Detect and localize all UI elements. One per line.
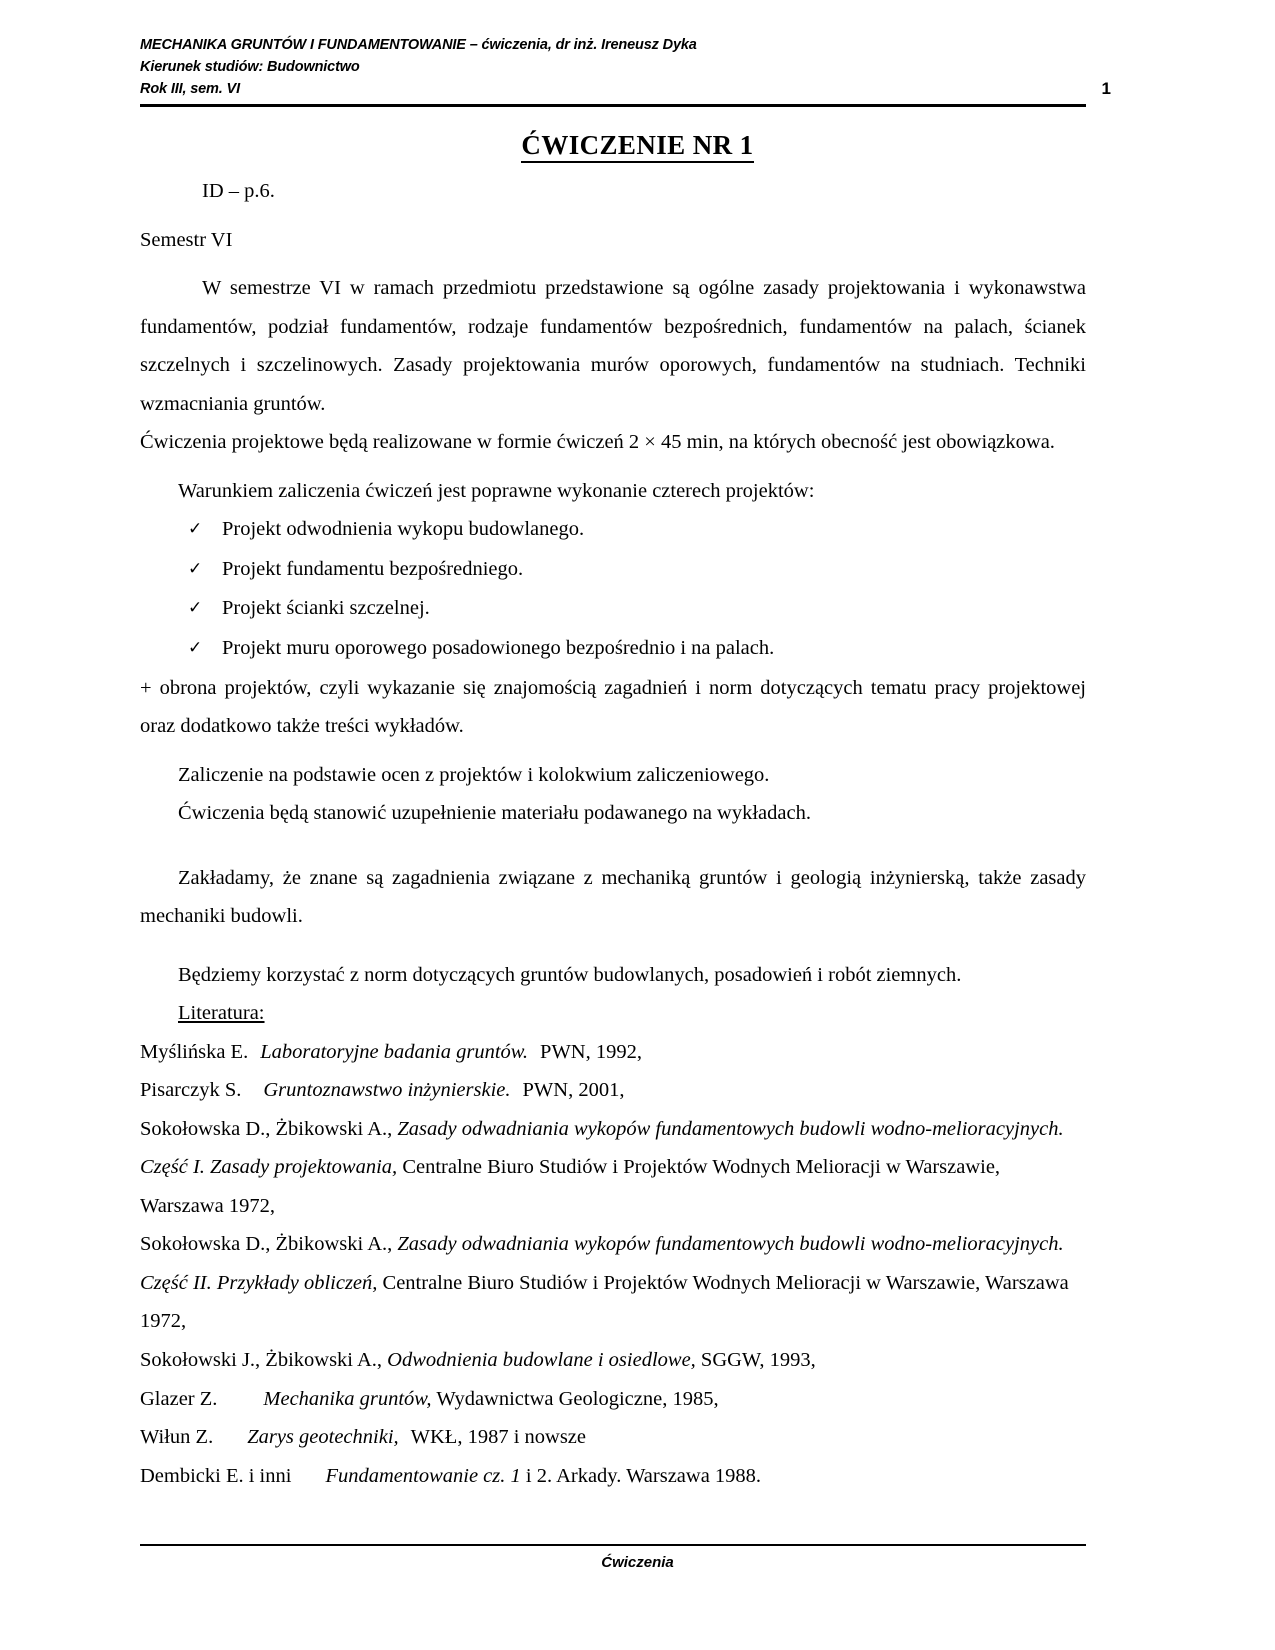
literature-rest: PWN, 1992,: [540, 1040, 642, 1063]
literature-title: Laboratoryjne badania gruntów.: [260, 1040, 529, 1063]
spacer: [140, 746, 1086, 756]
literature-entry: [140, 1457, 1086, 1496]
literature-title: Zasady odwadniania wykopów fundamentowych budowli wodno-melioracyjnych. Część II. Przykłady obliczeń,: [140, 1233, 1064, 1294]
literature-title: Zasady odwadniania wykopów fundamentowych budowli wodno-melioracyjnych. Część I. Zasady projektowania,: [140, 1117, 1064, 1179]
header-row: [140, 34, 1115, 100]
paragraph-form: Ćwiczenia projektowe będą realizowane w formie ćwiczeń 2 × 45 min, na których obecność jest obowiązkowa.: [140, 431, 1055, 454]
paragraph-grading: Zaliczenie na podstawie ocen z projektów i kolokwium zaliczeniowego.: [178, 763, 770, 786]
list-item: [140, 510, 1086, 550]
literature-title: Mechanika gruntów,: [263, 1387, 432, 1410]
page-number: 1: [1101, 79, 1111, 99]
paragraph-semester: Semestr VI: [140, 228, 233, 251]
literature-rest: PWN, 2001,: [522, 1079, 625, 1102]
projects-list: [140, 510, 1086, 668]
literature-rest: i 2. Arkady. Warszawa 1988.: [525, 1464, 762, 1487]
literature-heading: [140, 994, 1086, 1033]
spacer: [140, 211, 1086, 221]
literature-entry: [140, 1341, 1086, 1380]
literature-heading-text: Literatura:: [178, 1002, 265, 1025]
spacer: [140, 833, 1086, 859]
literature-entry: [140, 1071, 1086, 1110]
check-icon: ✓: [188, 637, 203, 658]
page-header: [140, 34, 1115, 100]
page-title: [0, 130, 1275, 161]
paragraph-defence: + obrona projektów, czyli wykazanie się znajomością zagadnień i norm dotyczących tematu pracy projektowej oraz dodatkowo także treści wykładów.: [140, 676, 1086, 738]
spacer: [140, 462, 1086, 472]
literature-rest: SGGW, 1993,: [700, 1349, 816, 1371]
spacer: [140, 936, 1086, 956]
paragraph-condition: Warunkiem zaliczenia ćwiczeń jest poprawne wykonanie czterech projektów:: [178, 479, 815, 502]
literature-title: Gruntoznawstwo inżynierskie.: [263, 1079, 511, 1102]
spacer: [140, 259, 1086, 269]
literature-rest: Centralne Biuro Studiów i Projektów Wodnych Melioracji w Warszawie, Warszawa 1972,: [140, 1271, 1069, 1333]
literature-entry: [140, 1033, 1086, 1072]
paragraph-scope: W semestrze VI w ramach przedmiotu przedstawione są ogólne zasady projektowania i wykonawstwa fundamentów, podział fundamentów, rodzaje fundamentów bezpośrednich, fundamentów na palach, ścianek szczelnych i szczelinowych. Zasady projektowania murów oporowych, fundamentów na studniach. Techniki wzmacniania gruntów.: [140, 277, 1086, 415]
list-item: [140, 550, 1086, 590]
list-item-label: Projekt fundamentu bezpośredniego.: [222, 557, 524, 580]
list-item-label: Projekt odwodnienia wykopu budowlanego.: [222, 518, 585, 541]
literature-author: Sokołowski J., Żbikowski A.,: [140, 1349, 383, 1371]
page-footer: Ćwiczenia: [601, 1554, 674, 1571]
paragraph-id-line: ID – p.6.: [202, 180, 275, 202]
literature-rest: Centralne Biuro Studiów i Projektów Wodnych Melioracji w Warszawie, Warszawa 1972,: [140, 1156, 1001, 1217]
header-line-program: Kierunek studiów: Budownictwo: [140, 59, 360, 76]
literature-title: Zarys geotechniki,: [247, 1426, 399, 1449]
literature-rest: WKŁ, 1987 i nowsze: [410, 1426, 587, 1449]
literature-rest: Wydawnictwa Geologiczne, 1985,: [436, 1387, 719, 1410]
literature-entry: [140, 1225, 1086, 1341]
paragraph-standards: Będziemy korzystać z norm dotyczących gruntów budowlanych, posadowień i robót ziemnych.: [178, 963, 962, 986]
header-course-info: [140, 34, 697, 100]
header-divider: [140, 104, 1086, 107]
check-icon: ✓: [188, 558, 203, 579]
literature-entry: [140, 1418, 1086, 1457]
document-body: [140, 172, 1086, 1495]
literature-author: Wiłun Z.: [140, 1426, 214, 1449]
literature-author: Myślińska E.: [140, 1040, 249, 1063]
footer-divider: [140, 1544, 1086, 1546]
literature-title: Odwodnienia budowlane i osiedlowe,: [387, 1349, 696, 1371]
literature-author: Sokołowska D., Żbikowski A.,: [140, 1117, 393, 1140]
paragraph-supplement: Ćwiczenia będą stanowić uzupełnienie materiału podawanego na wykładach.: [178, 802, 811, 825]
check-icon: ✓: [188, 598, 203, 619]
literature-list: [140, 1033, 1086, 1495]
list-item: [140, 629, 1086, 669]
literature-author: Pisarczyk S.: [140, 1079, 242, 1102]
header-line-course: MECHANIKA GRUNTÓW I FUNDAMENTOWANIE – ćwiczenia, dr inż. Ireneusz Dyka: [140, 37, 697, 53]
list-item-label: Projekt muru oporowego posadowionego bezpośrednio i na palach.: [222, 636, 775, 659]
literature-author: Glazer Z.: [140, 1387, 218, 1410]
literature-entry: [140, 1380, 1086, 1419]
check-icon: ✓: [188, 519, 203, 540]
literature-entry: [140, 1110, 1086, 1226]
header-line-year: Rok III, sem. VI: [140, 81, 240, 98]
paragraph-assumption: Zakładamy, że znane są zagadnienia związane z mechaniką gruntów i geologią inżynierską, także zasady mechaniki budowli.: [140, 866, 1086, 928]
literature-title: Fundamentowanie cz. 1: [325, 1464, 521, 1487]
literature-author: Dembicki E. i inni: [140, 1464, 292, 1487]
list-item-label: Projekt ścianki szczelnej.: [222, 597, 430, 620]
list-item: [140, 589, 1086, 629]
page-title-text: ĆWICZENIE NR 1: [521, 130, 753, 163]
literature-author: Sokołowska D., Żbikowski A.,: [140, 1233, 393, 1256]
